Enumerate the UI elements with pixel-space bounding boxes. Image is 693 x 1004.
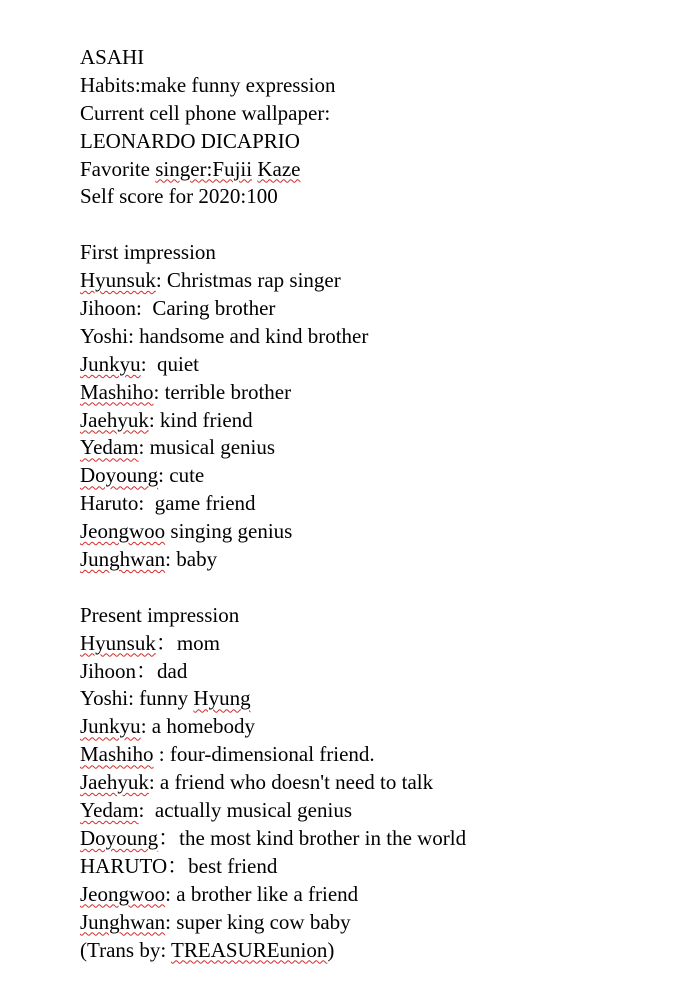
impression-text: : terrible brother <box>153 379 292 404</box>
impression-text: : quiet <box>140 351 200 376</box>
document-body <box>80 44 680 964</box>
impression-text: : a friend who doesn't need to talk <box>148 770 434 795</box>
member-name: Mashiho <box>80 742 154 767</box>
member-name: Jihoon <box>80 658 137 683</box>
impression-text: : a brother like a friend <box>165 881 359 906</box>
impression-text: singing genius <box>165 519 293 544</box>
impression-text: : a homebody <box>140 714 255 739</box>
impression-text: : musical genius <box>138 435 276 460</box>
impression-text: : cute <box>158 463 205 488</box>
present-impression-item <box>80 658 680 686</box>
present-impression-item <box>80 797 680 825</box>
member-name: Haruto <box>80 491 139 516</box>
first-impression-item <box>80 379 680 407</box>
member-name: Hyunsuk <box>80 630 156 655</box>
first-impression-item <box>80 407 680 435</box>
hyung-word: Hyung <box>193 686 251 711</box>
member-name: Hyunsuk <box>80 268 156 293</box>
present-impression-item <box>80 685 680 713</box>
impression-text: ：mom <box>155 630 221 655</box>
section-gap <box>80 574 680 602</box>
credit-suffix: ) <box>327 937 335 962</box>
first-impression-heading: First impression <box>80 240 216 265</box>
singer-word: singer:Fujii <box>155 156 253 181</box>
member-name: Junkyu <box>80 351 141 376</box>
section-gap <box>80 211 680 239</box>
first-impression-item <box>80 351 680 379</box>
singer-name: Kaze <box>257 156 301 181</box>
member-name: Yedam <box>80 435 139 460</box>
present-impression-item <box>80 825 680 853</box>
credit-source: TREASUREunion <box>171 937 328 962</box>
member-name: Yedam <box>80 798 139 823</box>
member-name: Junghwan <box>80 909 166 934</box>
member-name: Yoshi <box>80 323 129 348</box>
member-name: Jeongwoo <box>80 519 166 544</box>
impression-text: ：best friend <box>167 853 278 878</box>
member-name: Yoshi <box>80 686 129 711</box>
member-name: Jaehyuk <box>80 770 149 795</box>
impression-text: : game friend <box>138 491 256 516</box>
first-impression-item <box>80 462 680 490</box>
impression-text: : four-dimensional friend. <box>153 742 375 767</box>
present-impression-item <box>80 853 680 881</box>
first-impression-item <box>80 518 680 546</box>
member-name: HARUTO <box>80 853 168 878</box>
first-impression-item <box>80 295 680 323</box>
translation-credit <box>80 937 680 965</box>
first-impression-item <box>80 323 680 351</box>
habits-line: Habits:make funny expression <box>80 72 336 97</box>
member-name: Mashiho <box>80 379 154 404</box>
impression-text: ：dad <box>136 658 188 683</box>
present-impression-item <box>80 630 680 658</box>
present-impression-item <box>80 769 680 797</box>
member-name: Jeongwoo <box>80 881 166 906</box>
first-impression-item <box>80 490 680 518</box>
impression-text: ：the most kind brother in the world <box>158 825 467 850</box>
present-impression-item <box>80 741 680 769</box>
member-name: Jihoon <box>80 296 137 321</box>
present-impression-item <box>80 909 680 937</box>
first-impression-item <box>80 267 680 295</box>
impression-text: : kind friend <box>148 407 253 432</box>
first-impression-item <box>80 546 680 574</box>
wallpaper-label: Current cell phone wallpaper: <box>80 100 331 125</box>
first-impression-item <box>80 434 680 462</box>
member-name: Doyoung <box>80 463 159 488</box>
impression-text: : Caring brother <box>136 296 276 321</box>
singer-prefix: Favorite <box>80 156 156 181</box>
impression-text: : super king cow baby <box>165 909 351 934</box>
impression-text: : Christmas rap singer <box>155 268 341 293</box>
present-impression-heading: Present impression <box>80 602 240 627</box>
impression-text: : actually musical genius <box>138 798 352 823</box>
profile-name: ASAHI <box>80 45 145 69</box>
impression-text: : funny <box>128 686 194 711</box>
member-name: Junkyu <box>80 714 141 739</box>
member-name: Junghwan <box>80 547 166 572</box>
impression-text: : handsome and kind brother <box>128 323 369 348</box>
wallpaper-value: LEONARDO DICAPRIO <box>80 128 300 153</box>
member-name: Doyoung <box>80 825 159 850</box>
present-impression-item <box>80 713 680 741</box>
present-impression-item <box>80 881 680 909</box>
credit-prefix: (Trans by: <box>80 937 172 962</box>
favorite-singer-line <box>80 156 680 184</box>
self-score-line: Self score for 2020:100 <box>80 184 278 209</box>
member-name: Jaehyuk <box>80 407 149 432</box>
impression-text: : baby <box>165 547 218 572</box>
